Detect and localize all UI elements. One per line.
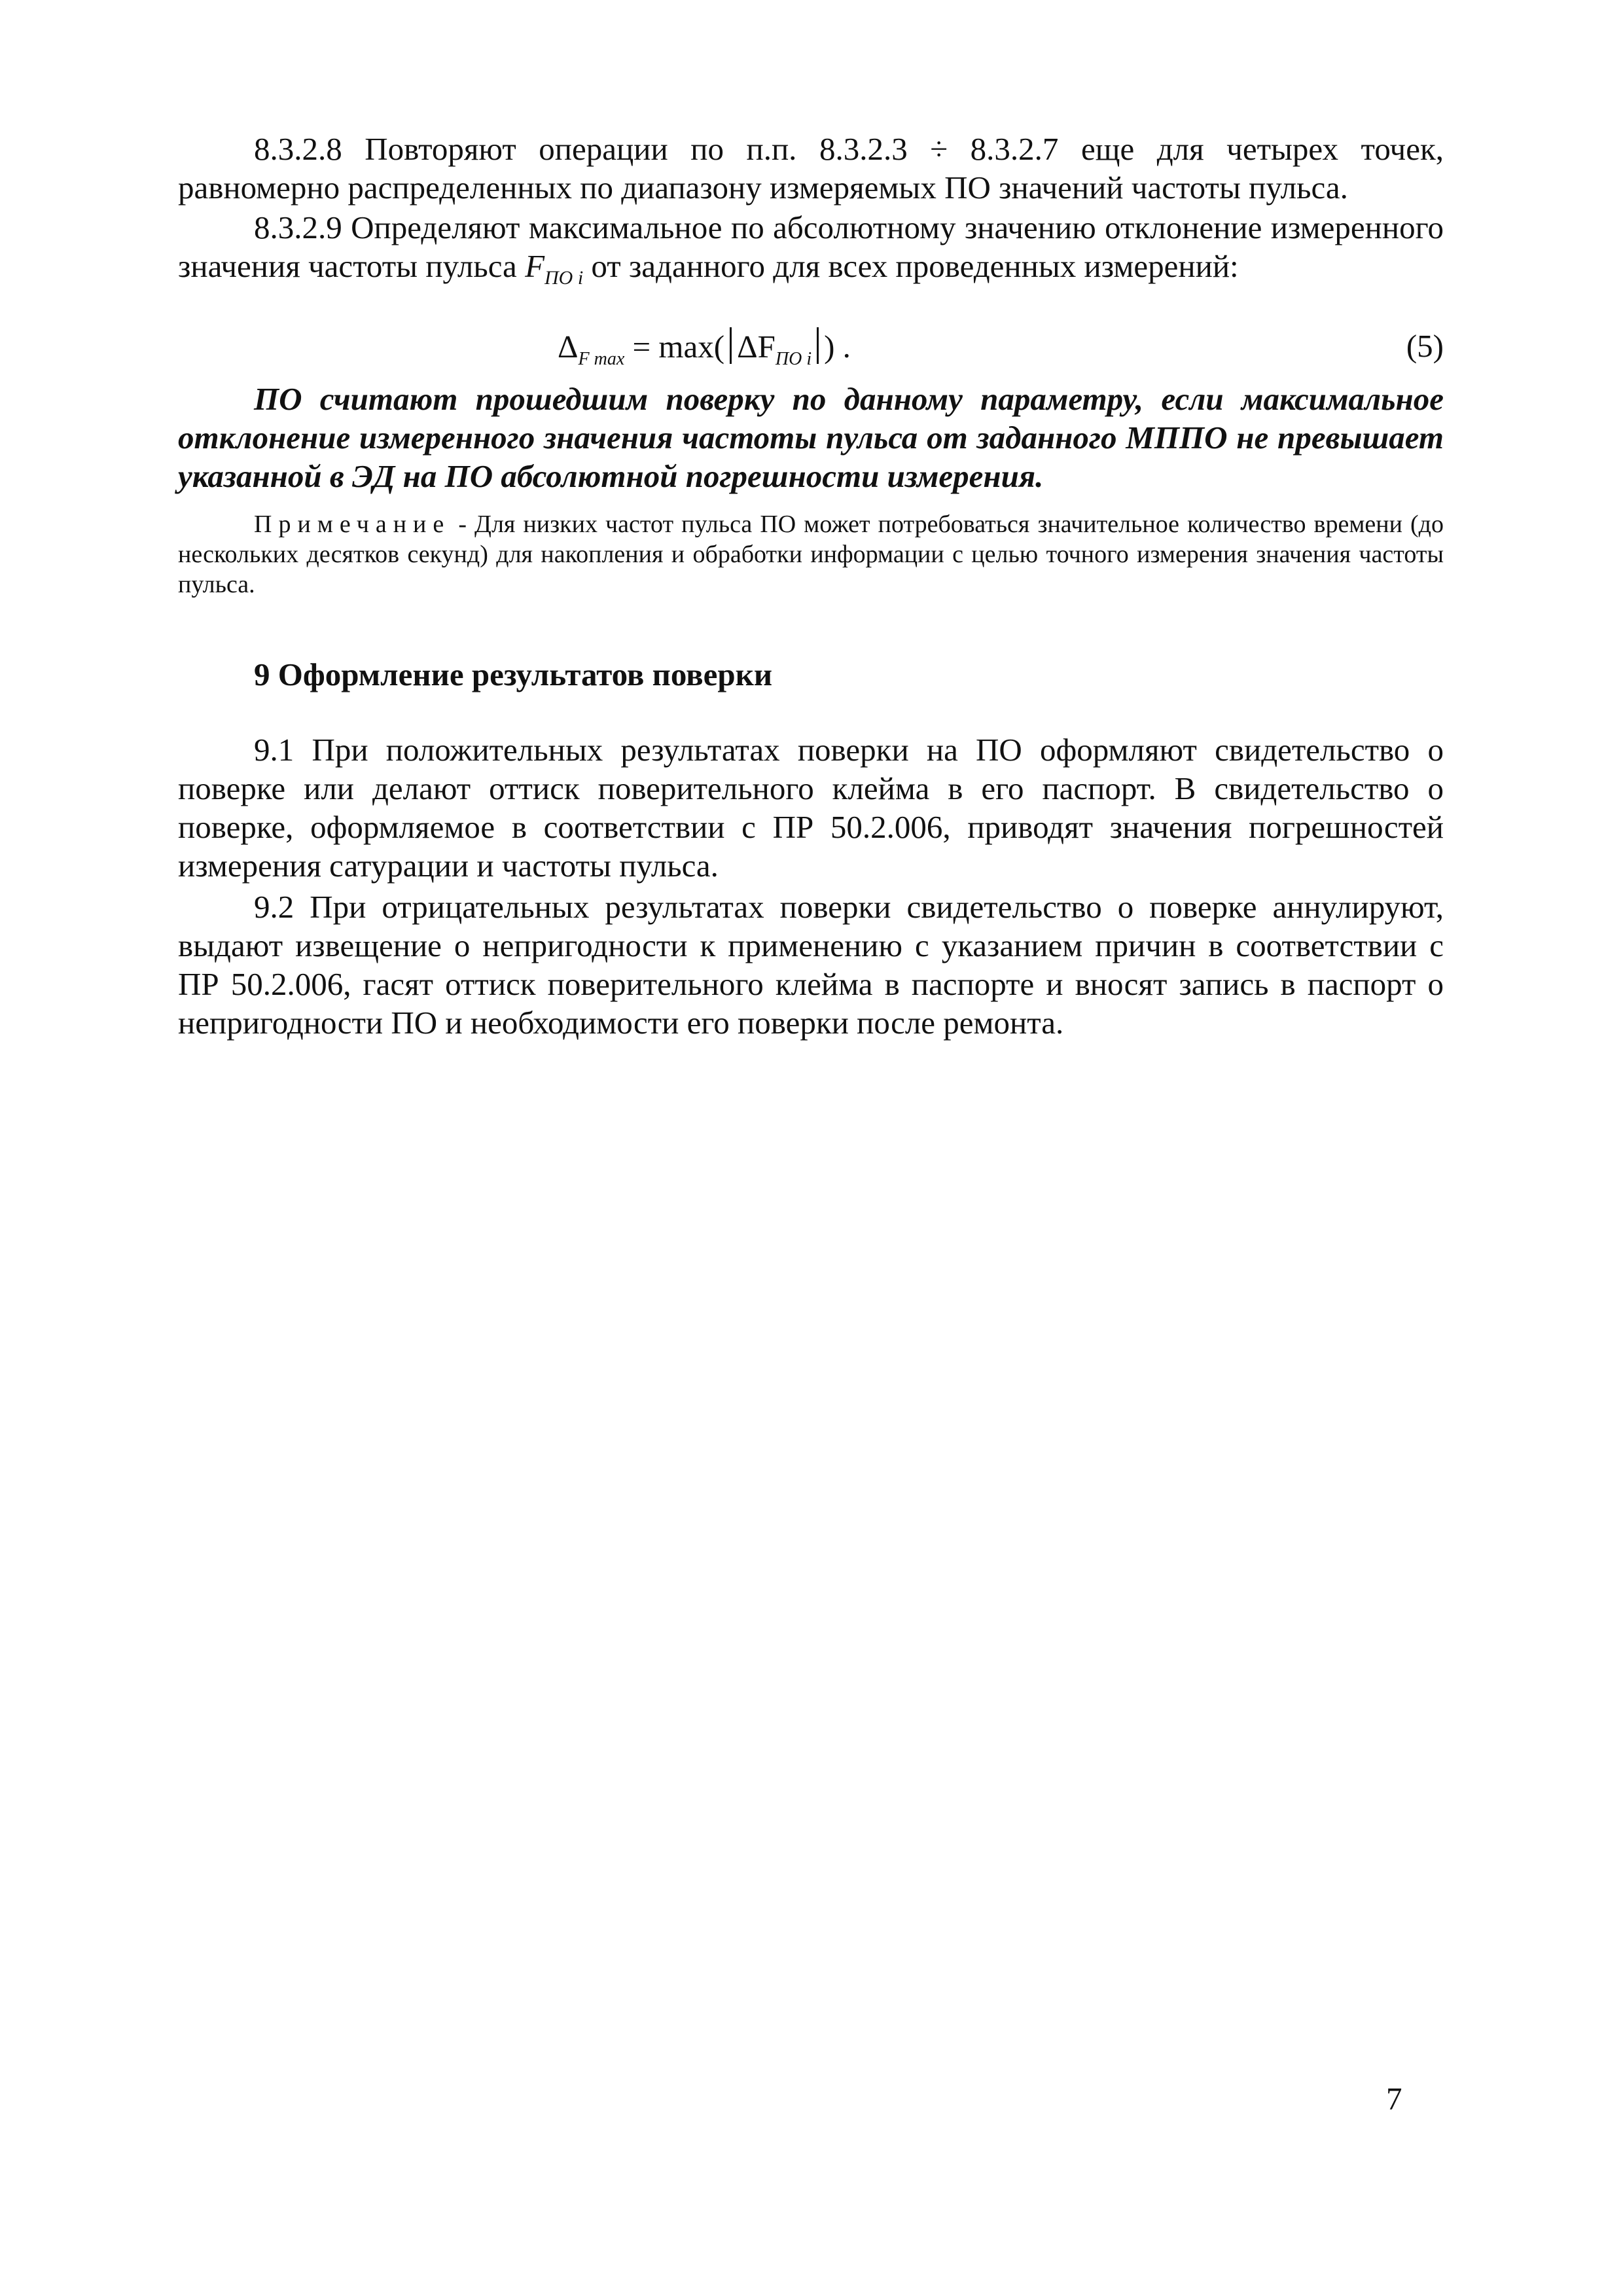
paragraph-8-3-2-9: [178, 208, 1444, 297]
abs-bar-right: [817, 327, 819, 364]
paragraph-8-3-2-9-text: [178, 208, 1444, 297]
note-text: [178, 509, 1444, 600]
equation-number: (5): [1406, 328, 1444, 364]
paragraph-9-2: [178, 888, 1444, 1042]
formula-expression: [558, 327, 851, 370]
pass-criterion: [178, 380, 1444, 495]
formula-5: [178, 327, 1444, 373]
pass-criterion-text: ПО считают прошедшим поверку по данному параметру, если максимальное отклонение измеренного значения частоты пульса от заданного МППО не превышает указанной в ЭД на ПО абсолютной погрешности измерения.: [178, 381, 1444, 494]
formula-delta: Δ: [558, 329, 579, 365]
paragraph-8-3-2-8-text: 8.3.2.8 Повторяют операции по п.п. 8.3.2.3 ÷ 8.3.2.7 еще для четырех точек, равномерно распределенных по диапазону измеряемых ПО значений частоты пульса.: [178, 131, 1444, 206]
page-number: 7: [1386, 2081, 1402, 2117]
note-body: Для низких частот пульса ПО может потребоваться значительное количество времени (до нескольких десятков секунд) для накопления и обработки информации с целью точного измерения значения частоты пульса.: [178, 511, 1444, 598]
paragraph-8-3-2-9-after: от заданного для всех проведенных измерений:: [583, 248, 1239, 284]
formula-max: = max(: [624, 329, 725, 365]
formula-close: ) .: [824, 329, 851, 365]
symbol-f-subscript: ПО i: [544, 266, 584, 289]
symbol-f: F: [525, 248, 544, 284]
paragraph-8-3-2-9-before: 8.3.2.9 Определяют максимальное по абсолютному значению отклонение измеренного значения частоты пульса: [178, 209, 1444, 284]
formula-inner: ΔF: [737, 329, 776, 365]
formula-delta-subscript: F max: [578, 348, 625, 369]
paragraph-9-1: [178, 730, 1444, 885]
note-separator: -: [450, 511, 475, 538]
formula-inner-subscript: ПО i: [775, 348, 812, 369]
note-label: Примечание: [254, 511, 451, 538]
paragraph-9-2-text: 9.2 При отрицательных результатах поверки свидетельство о поверке аннулируют, выдают извещение о непригодности к применению с указанием причин в соответствии с ПР 50.2.006, гасят оттиск поверительного клейма в паспорте и вносят запись в паспорт о непригодности ПО и необходимости его поверки после ремонта.: [178, 889, 1444, 1041]
paragraph-9-1-text: 9.1 При положительных результатах поверки на ПО оформляют свидетельство о поверке или делают оттиск поверительного клейма в его паспорт. В свидетельство о поверке, оформляемое в соответствии с ПР 50.2.006, приводят значения погрешностей измерения сатурации и частоты пульса.: [178, 732, 1444, 884]
note-block: [178, 509, 1444, 600]
section-9-heading: 9 Оформление результатов поверки: [254, 656, 773, 692]
abs-bar-left: [730, 327, 732, 364]
paragraph-8-3-2-8: [178, 130, 1444, 207]
